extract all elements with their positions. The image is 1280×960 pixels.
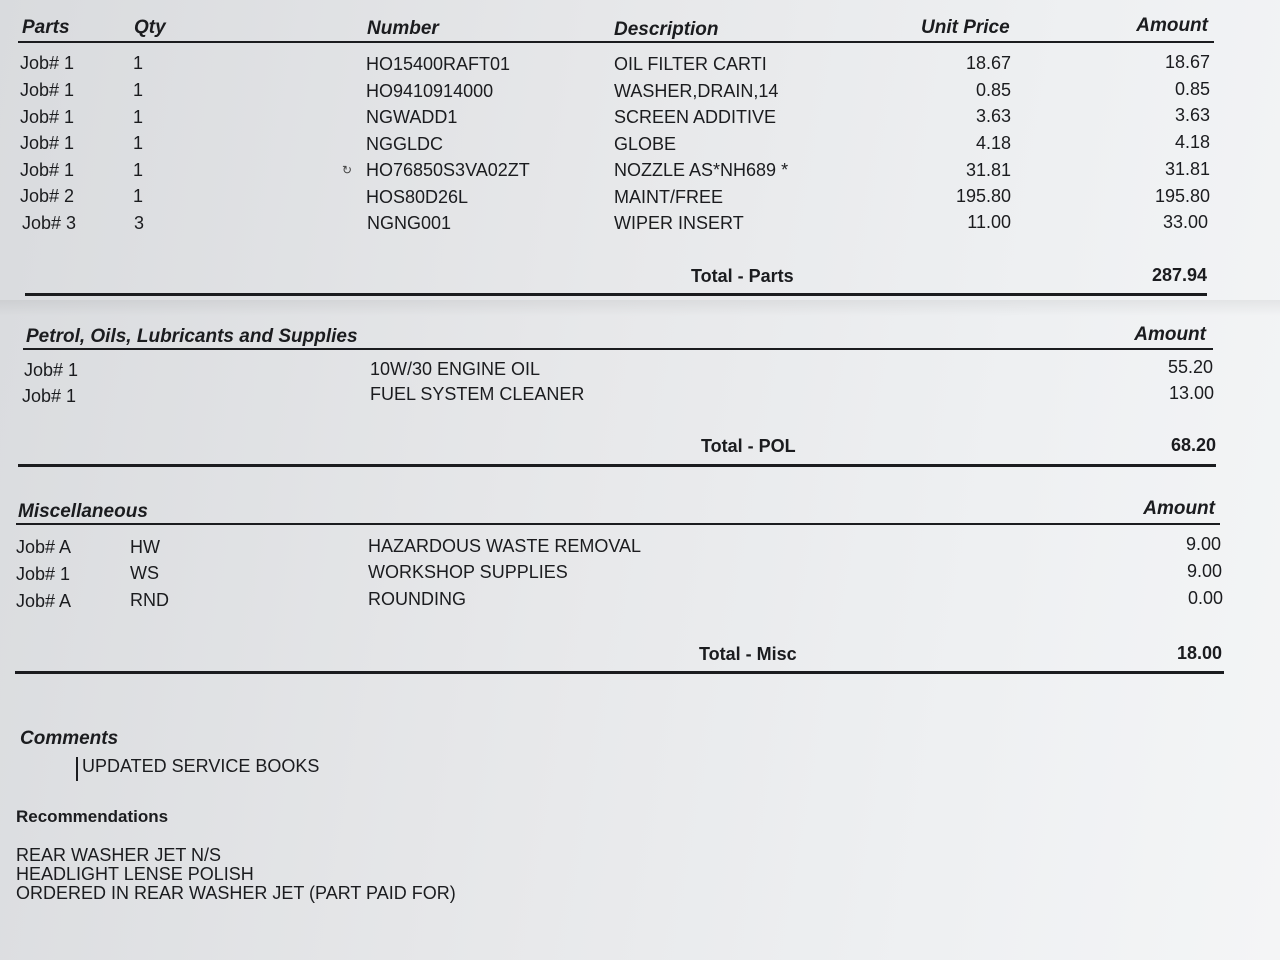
parts-total-rule: [25, 293, 1207, 296]
description-cell: GLOBE: [614, 134, 677, 154]
amount-cell: 0.85: [1174, 79, 1210, 99]
number-cell: NGGLDC: [366, 134, 444, 154]
description-cell: FUEL SYSTEM CLEANER: [370, 384, 585, 404]
job-cell: Job# 3: [22, 213, 77, 233]
job-cell: Job# 1: [20, 107, 75, 127]
job-cell: Job# 1: [22, 386, 77, 406]
code-cell: WS: [130, 563, 159, 583]
qty-cell: 1: [133, 186, 144, 206]
unit-price-header: Unit Price: [921, 17, 1010, 38]
job-cell: Job# A: [16, 537, 72, 557]
qty-header: Qty: [134, 17, 166, 38]
recommendation-line: HEADLIGHT LENSE POLISH: [16, 864, 254, 884]
qty-cell: 1: [133, 80, 144, 100]
number-cell: NGNG001: [367, 213, 452, 233]
amount-cell: 13.00: [1168, 383, 1214, 403]
unit-price-cell: 18.67: [965, 53, 1011, 73]
misc-header: Miscellaneous: [18, 501, 148, 522]
description-cell: SCREEN ADDITIVE: [614, 107, 777, 127]
description-cell: MAINT/FREE: [614, 187, 724, 207]
amount-cell: 31.81: [1164, 159, 1210, 179]
description-cell: WIPER INSERT: [614, 213, 744, 233]
number-cell: HO76850S3VA02ZT: [366, 160, 530, 180]
number-cell: HO15400RAFT01: [366, 54, 511, 74]
job-cell: Job# 1: [20, 160, 75, 180]
unit-price-cell: 31.81: [965, 160, 1011, 180]
code-cell: HW: [130, 537, 160, 557]
misc-header-rule: [16, 523, 1220, 525]
misc-total-rule: [15, 671, 1224, 674]
job-cell: Job# 1: [20, 133, 75, 153]
amount-cell: 4.18: [1174, 132, 1210, 152]
recommendation-line: REAR WASHER JET N/S: [16, 845, 222, 865]
paper-fold: [0, 300, 1280, 316]
parts-total-value: 287.94: [1151, 265, 1207, 285]
amount-cell: 18.67: [1164, 52, 1210, 72]
unit-price-cell: 0.85: [975, 80, 1011, 100]
unit-price-cell: 4.18: [975, 133, 1011, 153]
number-header: Number: [367, 18, 439, 39]
number-cell: HOS80D26L: [366, 187, 469, 207]
pol-total-rule: [18, 464, 1216, 467]
refresh-icon: ↻: [342, 163, 353, 177]
description-cell: WASHER,DRAIN,14: [614, 81, 779, 101]
amount-cell: 3.63: [1174, 105, 1210, 125]
misc-amount-header: Amount: [1143, 498, 1215, 519]
amount-cell: 195.80: [1154, 186, 1210, 206]
description-cell: ROUNDING: [368, 589, 466, 609]
recommendations-header: Recommendations: [16, 807, 169, 826]
parts-header: Parts: [22, 17, 70, 38]
pol-total-label: Total - POL: [701, 436, 796, 456]
number-cell: HO9410914000: [366, 81, 494, 101]
qty-cell: 1: [133, 107, 144, 127]
amount-cell: 9.00: [1185, 534, 1221, 554]
unit-price-cell: 11.00: [967, 212, 1011, 232]
misc-total-label: Total - Misc: [699, 644, 797, 664]
pol-header: Petrol, Oils, Lubricants and Supplies: [26, 326, 358, 347]
job-cell: Job# 2: [20, 186, 75, 206]
parts-header-rule: [18, 41, 1214, 43]
qty-cell: 1: [133, 53, 144, 73]
code-cell: RND: [130, 590, 169, 610]
number-cell: NGWADD1: [366, 107, 458, 127]
description-cell: HAZARDOUS WASTE REMOVAL: [368, 536, 642, 556]
parts-total-label: Total - Parts: [691, 266, 794, 286]
pol-total-value: 68.20: [1170, 435, 1216, 455]
text-cursor: [76, 757, 78, 781]
recommendation-line: ORDERED IN REAR WASHER JET (PART PAID FOR): [16, 883, 456, 903]
job-cell: Job# 1: [20, 80, 75, 100]
job-cell: Job# 1: [20, 53, 75, 73]
amount-cell: 0.00: [1187, 588, 1223, 608]
unit-price-cell: 3.63: [975, 106, 1011, 126]
description-cell: WORKSHOP SUPPLIES: [368, 562, 568, 582]
qty-cell: 1: [133, 160, 144, 180]
pol-header-rule: [23, 348, 1213, 350]
qty-cell: 3: [134, 213, 145, 233]
comments-header: Comments: [20, 728, 119, 749]
description-cell: NOZZLE AS*NH689 *: [614, 160, 789, 180]
job-cell: Job# A: [16, 591, 72, 611]
job-cell: Job# 1: [24, 360, 79, 380]
amount-cell: 9.00: [1186, 561, 1222, 581]
description-header: Description: [614, 19, 719, 40]
job-cell: Job# 1: [16, 564, 71, 584]
amount-cell: 33.00: [1162, 212, 1208, 232]
description-cell: OIL FILTER CARTI: [614, 54, 767, 74]
amount-cell: 55.20: [1167, 357, 1213, 377]
qty-cell: 1: [133, 133, 144, 153]
amount-header: Amount: [1136, 15, 1208, 36]
misc-total-value: 18.00: [1176, 643, 1222, 663]
comments-text: UPDATED SERVICE BOOKS: [82, 756, 320, 776]
unit-price-cell: 195.80: [955, 186, 1011, 206]
pol-amount-header: Amount: [1134, 324, 1206, 345]
description-cell: 10W/30 ENGINE OIL: [370, 359, 541, 379]
